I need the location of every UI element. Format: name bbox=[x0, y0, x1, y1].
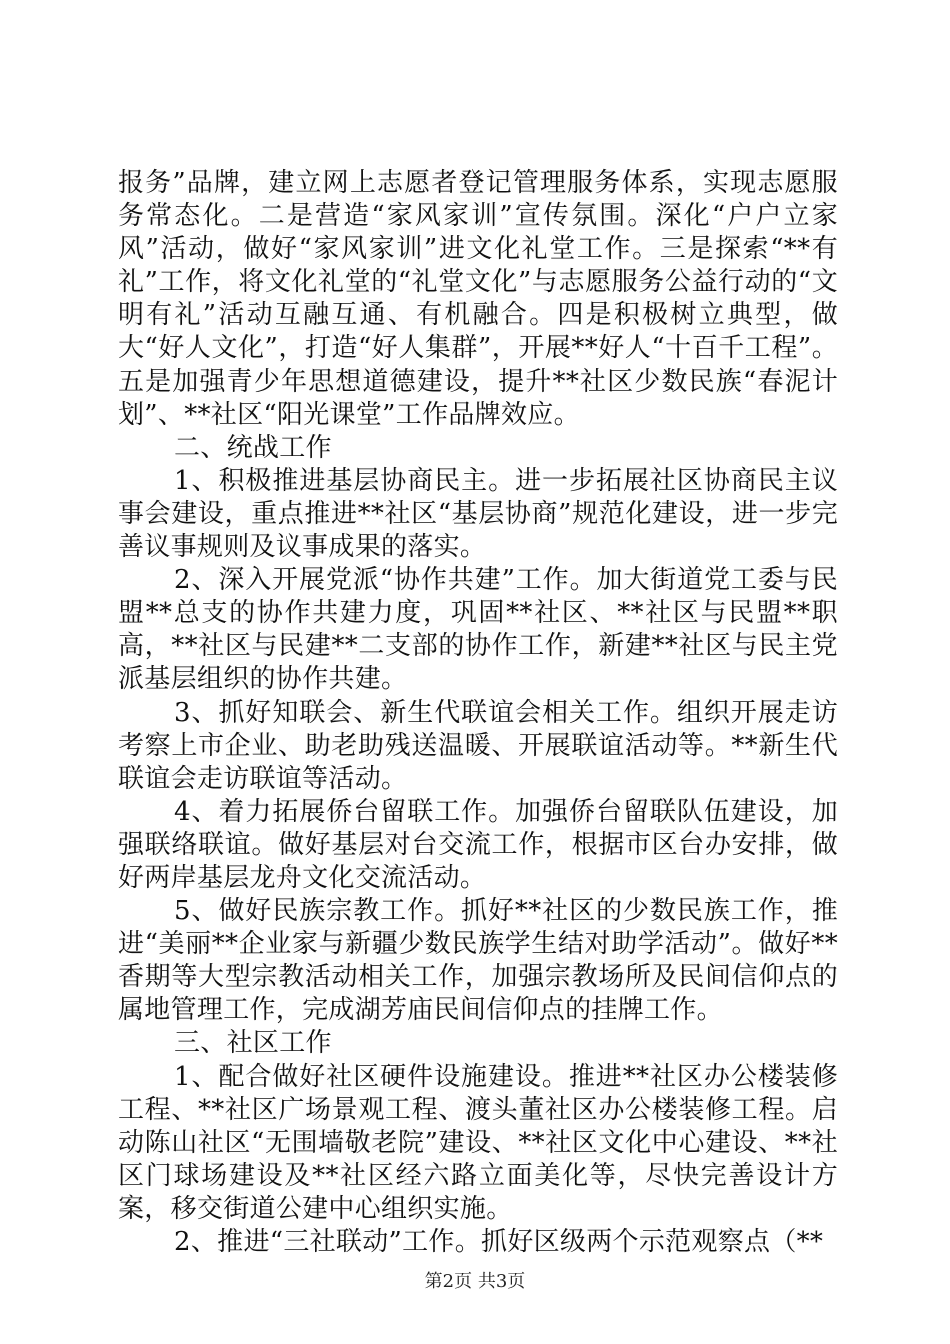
paragraph-overseas-taiwan: 4、着力拓展侨台留联工作。加强侨台留联队伍建设，加强联络联谊。做好基层对台交流工作，根据市区台办安排，做好两岸基层龙舟文化交流活动。 bbox=[118, 796, 838, 893]
document-body bbox=[118, 167, 838, 1259]
paragraph-intellectual-association: 3、抓好知联会、新生代联谊会相关工作。组织开展走访考察上市企业、助老助残送温暖、开展联谊活动等。**新生代联谊会走访联谊等活动。 bbox=[118, 697, 838, 794]
paragraph-community-facilities: 1、配合做好社区硬件设施建设。推进**社区办公楼装修工程、**社区广场景观工程、渡头董社区办公楼装修工程。启动陈山社区“无围墙敬老院”建设、**社区文化中心建设、**社区门球场建设及**社区经六路立面美化等，尽快完善设计方案，移交街道公建中心组织实施。 bbox=[118, 1061, 838, 1224]
section-heading-united-front: 二、统战工作 bbox=[174, 432, 332, 463]
paragraph-party-cooperation: 2、深入开展党派“协作共建”工作。加大街道党工委与民盟**总支的协作共建力度，巩固**社区、**社区与民盟**职高，**社区与民建**二支部的协作工作，新建**社区与民主党派基层组织的协作共建。 bbox=[118, 565, 838, 695]
paragraph-three-linkage: 2、推进“三社联动”工作。抓好区级两个示范观察点（** bbox=[174, 1227, 824, 1257]
paragraph-ethnic-religion: 5、做好民族宗教工作。抓好**社区的少数民族工作，推进“美丽**企业家与新疆少数民族学生结对助学活动”。做好**香期等大型宗教活动相关工作，加强宗教场所及民间信仰点的属地管理工作，完成湖芳庙民间信仰点的挂牌工作。 bbox=[118, 896, 838, 1026]
paragraph-1: 报务”品牌，建立网上志愿者登记管理服务体系，实现志愿服务常态化。二是营造“家风家训”宣传氛围。深化“户户立家风”活动，做好“家风家训”进文化礼堂工作。三是探索“**有礼”工作，将文化礼堂的“礼堂文化”与志愿服务公益行动的“文明有礼”活动互融互通、有机融合。四是积极树立典型，做大“好人文化”，打造“好人集群”，开展**好人“十百千工程”。五是加强青少年思想道德建设，提升**社区少数民族“春泥计划”、**社区“阳光课堂”工作品牌效应。 bbox=[118, 168, 838, 430]
paragraph-consultative-democracy: 1、积极推进基层协商民主。进一步拓展社区协商民主议事会建设，重点推进**社区“基层协商”规范化建设，进一步完善议事规则及议事成果的落实。 bbox=[118, 465, 838, 563]
page-number-label: 第2页 共3页 bbox=[424, 1271, 526, 1292]
section-heading-community: 三、社区工作 bbox=[174, 1028, 332, 1059]
page-footer bbox=[0, 1271, 950, 1293]
